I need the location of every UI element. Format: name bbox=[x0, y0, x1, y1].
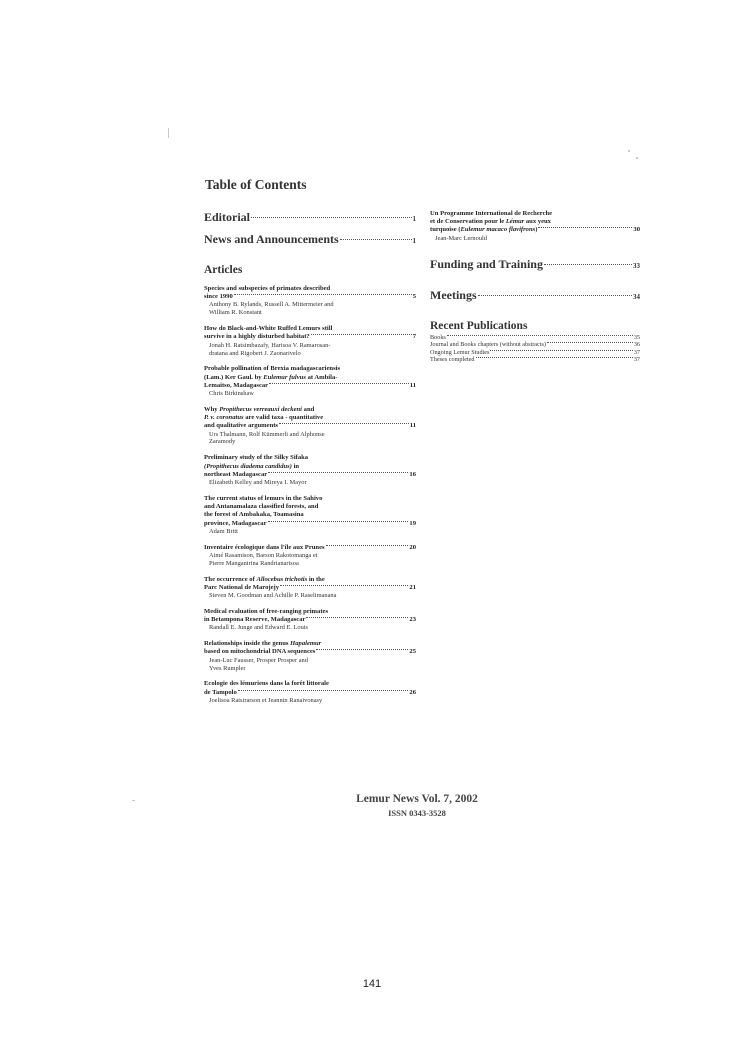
article-title-last-line: Lemaitso, Madagascar 11 bbox=[204, 381, 416, 389]
toc-entry-label: Editorial bbox=[204, 210, 251, 224]
article-title-last-line: survive in a highly disturbed habitat? 7 bbox=[204, 333, 416, 341]
article-title: and Antanamalaza classified forests, and bbox=[204, 503, 319, 511]
toc-page-number: 35 bbox=[633, 333, 640, 341]
toc-page-number: 33 bbox=[633, 261, 640, 270]
article-entry[interactable] bbox=[204, 365, 416, 398]
article-title: The current status of lemurs in the Sahivo bbox=[204, 494, 323, 502]
toc-page-number: 37 bbox=[633, 356, 640, 364]
article-authors: William R. Konstant bbox=[209, 309, 262, 317]
article-title: (Propithecus diadema candidus) in bbox=[204, 462, 300, 470]
article-title: Relationships inside the genus Hapalemur bbox=[204, 640, 322, 648]
toc-entry-label: Ongoing Lemur Studies bbox=[430, 348, 490, 356]
article-entry[interactable] bbox=[204, 576, 416, 600]
toc-page-number: 1 bbox=[412, 237, 416, 245]
toc-entry-label: Theses completed bbox=[430, 356, 475, 364]
leader-dots bbox=[447, 335, 633, 336]
article-entry[interactable] bbox=[204, 680, 416, 704]
article-entry[interactable] bbox=[204, 406, 416, 446]
article-title-last-line: province, Madagascar 19 bbox=[204, 519, 416, 527]
article-authors: Jean-Luc Fausser, Prosper Prosper and bbox=[209, 656, 308, 664]
toc-entry-label: Journal and Books chapters (without abstracts) bbox=[430, 341, 546, 349]
article-entry[interactable] bbox=[204, 495, 416, 536]
toc-right-column bbox=[430, 210, 640, 364]
toc-entry-label: Books bbox=[430, 333, 446, 341]
toc-page-number: 5 bbox=[412, 293, 416, 301]
toc-entry-books[interactable] bbox=[430, 334, 640, 342]
article-title: Un Programme International de Recherche bbox=[430, 210, 553, 217]
toc-page-number: 19 bbox=[409, 519, 416, 527]
article-title: Species and subspecies of primates described bbox=[204, 285, 331, 292]
leader-dots bbox=[490, 350, 632, 351]
article-title-last-line: turquoise (Eulemur macaco flavifrons) 30 bbox=[430, 226, 640, 234]
scan-speck bbox=[628, 150, 630, 152]
article-title-last-line: de Tampolo 26 bbox=[204, 688, 416, 696]
article-authors: Elizabeth Kelley and Mireya I. Mayor bbox=[209, 478, 307, 486]
article-authors: Urs Thalmann, Rolf Kümmerli and Alphonse bbox=[209, 430, 325, 438]
toc-entry-meetings[interactable] bbox=[430, 288, 640, 303]
article-title-last-line: in Betampona Reserve, Madagascar 23 bbox=[204, 616, 416, 624]
article-authors: Jean-Marc Lernould bbox=[435, 234, 487, 242]
toc-entry-programme[interactable] bbox=[430, 210, 640, 243]
article-authors: Chris Birkinshaw bbox=[209, 390, 254, 398]
journal-volume-title: Lemur News Vol. 7, 2002 bbox=[356, 793, 478, 805]
article-entry[interactable] bbox=[204, 285, 416, 317]
recent-publications-heading: Recent Publications bbox=[430, 319, 528, 332]
leader-dots bbox=[544, 264, 632, 265]
article-authors: Zaramody bbox=[209, 438, 236, 446]
articles-heading: Articles bbox=[204, 264, 243, 276]
article-entry[interactable] bbox=[204, 325, 416, 357]
leader-dots bbox=[279, 423, 409, 424]
scan-speck bbox=[168, 128, 169, 138]
article-authors: Steven M. Goodman and Achille P. Raselimanana bbox=[209, 592, 337, 600]
leader-dots bbox=[547, 342, 633, 343]
leader-dots bbox=[306, 617, 408, 618]
leader-dots bbox=[234, 294, 412, 295]
article-title-last-line: Inventaire écologique dans l'île aux Prunes 20 bbox=[204, 543, 416, 551]
article-authors: dratana and Rigobert J. Zaonarivelo bbox=[209, 349, 301, 357]
toc-entry-ongoing-studies[interactable] bbox=[430, 349, 640, 357]
leader-dots bbox=[476, 357, 633, 358]
article-authors: Randall E. Junge and Edward E. Louis bbox=[209, 624, 309, 632]
toc-page-number: 21 bbox=[409, 583, 416, 591]
toc-title: Table of Contents bbox=[205, 177, 307, 192]
scan-speck bbox=[132, 800, 135, 801]
leader-dots bbox=[340, 239, 412, 240]
article-entry[interactable] bbox=[204, 544, 416, 568]
toc-page-number: 16 bbox=[409, 470, 416, 478]
article-authors: Jonah H. Ratsimbazafy, Harisoa V. Ramarosan- bbox=[209, 341, 331, 349]
article-title-last-line: Parc National de Marojejy 21 bbox=[204, 583, 416, 591]
toc-entry-label: Funding and Training bbox=[430, 256, 543, 271]
toc-page-number: 23 bbox=[409, 616, 416, 624]
leader-dots bbox=[538, 227, 632, 228]
article-title: P. v. coronatus are valid taxa - quantitative bbox=[204, 414, 324, 422]
toc-left-column bbox=[204, 210, 416, 713]
toc-page-number: 11 bbox=[409, 381, 416, 389]
toc-entry-label: Meetings bbox=[430, 287, 477, 302]
toc-entry-label: News and Announcements bbox=[204, 232, 339, 246]
leader-dots bbox=[269, 383, 409, 384]
article-title-last-line: northeast Madagascar 16 bbox=[204, 470, 416, 478]
leader-dots bbox=[280, 585, 408, 586]
leader-dots bbox=[268, 472, 408, 473]
article-entry[interactable] bbox=[204, 454, 416, 487]
toc-page-number: 36 bbox=[633, 341, 640, 349]
article-title: et de Conservation pour le Lémur aux yeux bbox=[430, 218, 551, 226]
leader-dots bbox=[251, 217, 411, 218]
article-authors: Anthony B. Rylands, Russell A. Mittermeier and bbox=[209, 301, 334, 309]
toc-page-number: 37 bbox=[633, 348, 640, 356]
toc-entry-news[interactable] bbox=[204, 232, 416, 247]
article-authors: Aimé Rasamison, Barson Rakotomanga et bbox=[209, 551, 318, 559]
article-title: the forest of Ambakaka, Toamasina bbox=[204, 511, 304, 519]
article-title-last-line: and qualitative arguments 11 bbox=[204, 422, 416, 430]
leader-dots bbox=[268, 521, 409, 522]
toc-page-number: 11 bbox=[409, 422, 416, 430]
article-authors: Joelisoa Ratsirarson et Jeannin Ranaivonasy bbox=[209, 696, 323, 704]
article-title-last-line: since 1990 5 bbox=[204, 293, 416, 301]
article-title: Probable pollination of Brexia madagascariensis bbox=[204, 365, 341, 373]
scan-speck bbox=[636, 157, 638, 159]
toc-page-number: 7 bbox=[412, 333, 416, 341]
article-title: Ecologie des lémuriens dans la forêt littorale bbox=[204, 680, 329, 688]
toc-page-number: 26 bbox=[409, 688, 416, 696]
article-title-last-line: based on mitochondrial DNA sequences 25 bbox=[204, 648, 416, 656]
leader-dots bbox=[326, 545, 409, 546]
article-authors: Yves Rumpler bbox=[209, 664, 246, 672]
toc-entry-journal-chapters[interactable] bbox=[430, 341, 640, 349]
article-title: Preliminary study of the Silky Sifaka bbox=[204, 454, 309, 462]
leader-dots bbox=[316, 649, 408, 650]
issn: ISSN 0343-3528 bbox=[388, 808, 446, 818]
article-authors: Adam Britt bbox=[209, 527, 238, 535]
leader-dots bbox=[238, 690, 409, 691]
article-entry[interactable] bbox=[204, 608, 416, 632]
article-entry[interactable] bbox=[204, 640, 416, 672]
toc-page-number: 20 bbox=[409, 543, 416, 551]
article-title: Medical evaluation of free-ranging primates bbox=[204, 607, 329, 615]
article-title: (Lam.) Ker Gaul. by Eulemur fulvus at Ambila- bbox=[204, 373, 338, 381]
article-title: The occurrence of Allocebus trichotis in the bbox=[204, 575, 325, 583]
leader-dots bbox=[478, 295, 632, 296]
toc-page-number: 34 bbox=[633, 292, 640, 301]
article-title: How do Black-and-White Ruffed Lemurs still bbox=[204, 325, 333, 333]
toc-page-number: 1 bbox=[412, 215, 416, 223]
article-title: Why Propithecus verreauxi deckeni and bbox=[204, 405, 315, 413]
page-number: 141 bbox=[362, 978, 382, 990]
article-authors: Pierre Manganirina Randrianarisoa bbox=[209, 559, 299, 567]
toc-page-number: 30 bbox=[633, 226, 640, 234]
toc-entry-theses[interactable] bbox=[430, 356, 640, 364]
toc-entry-funding[interactable] bbox=[430, 257, 640, 272]
toc-page-number: 25 bbox=[409, 648, 416, 656]
leader-dots bbox=[311, 334, 412, 335]
toc-entry-editorial[interactable] bbox=[204, 210, 416, 225]
